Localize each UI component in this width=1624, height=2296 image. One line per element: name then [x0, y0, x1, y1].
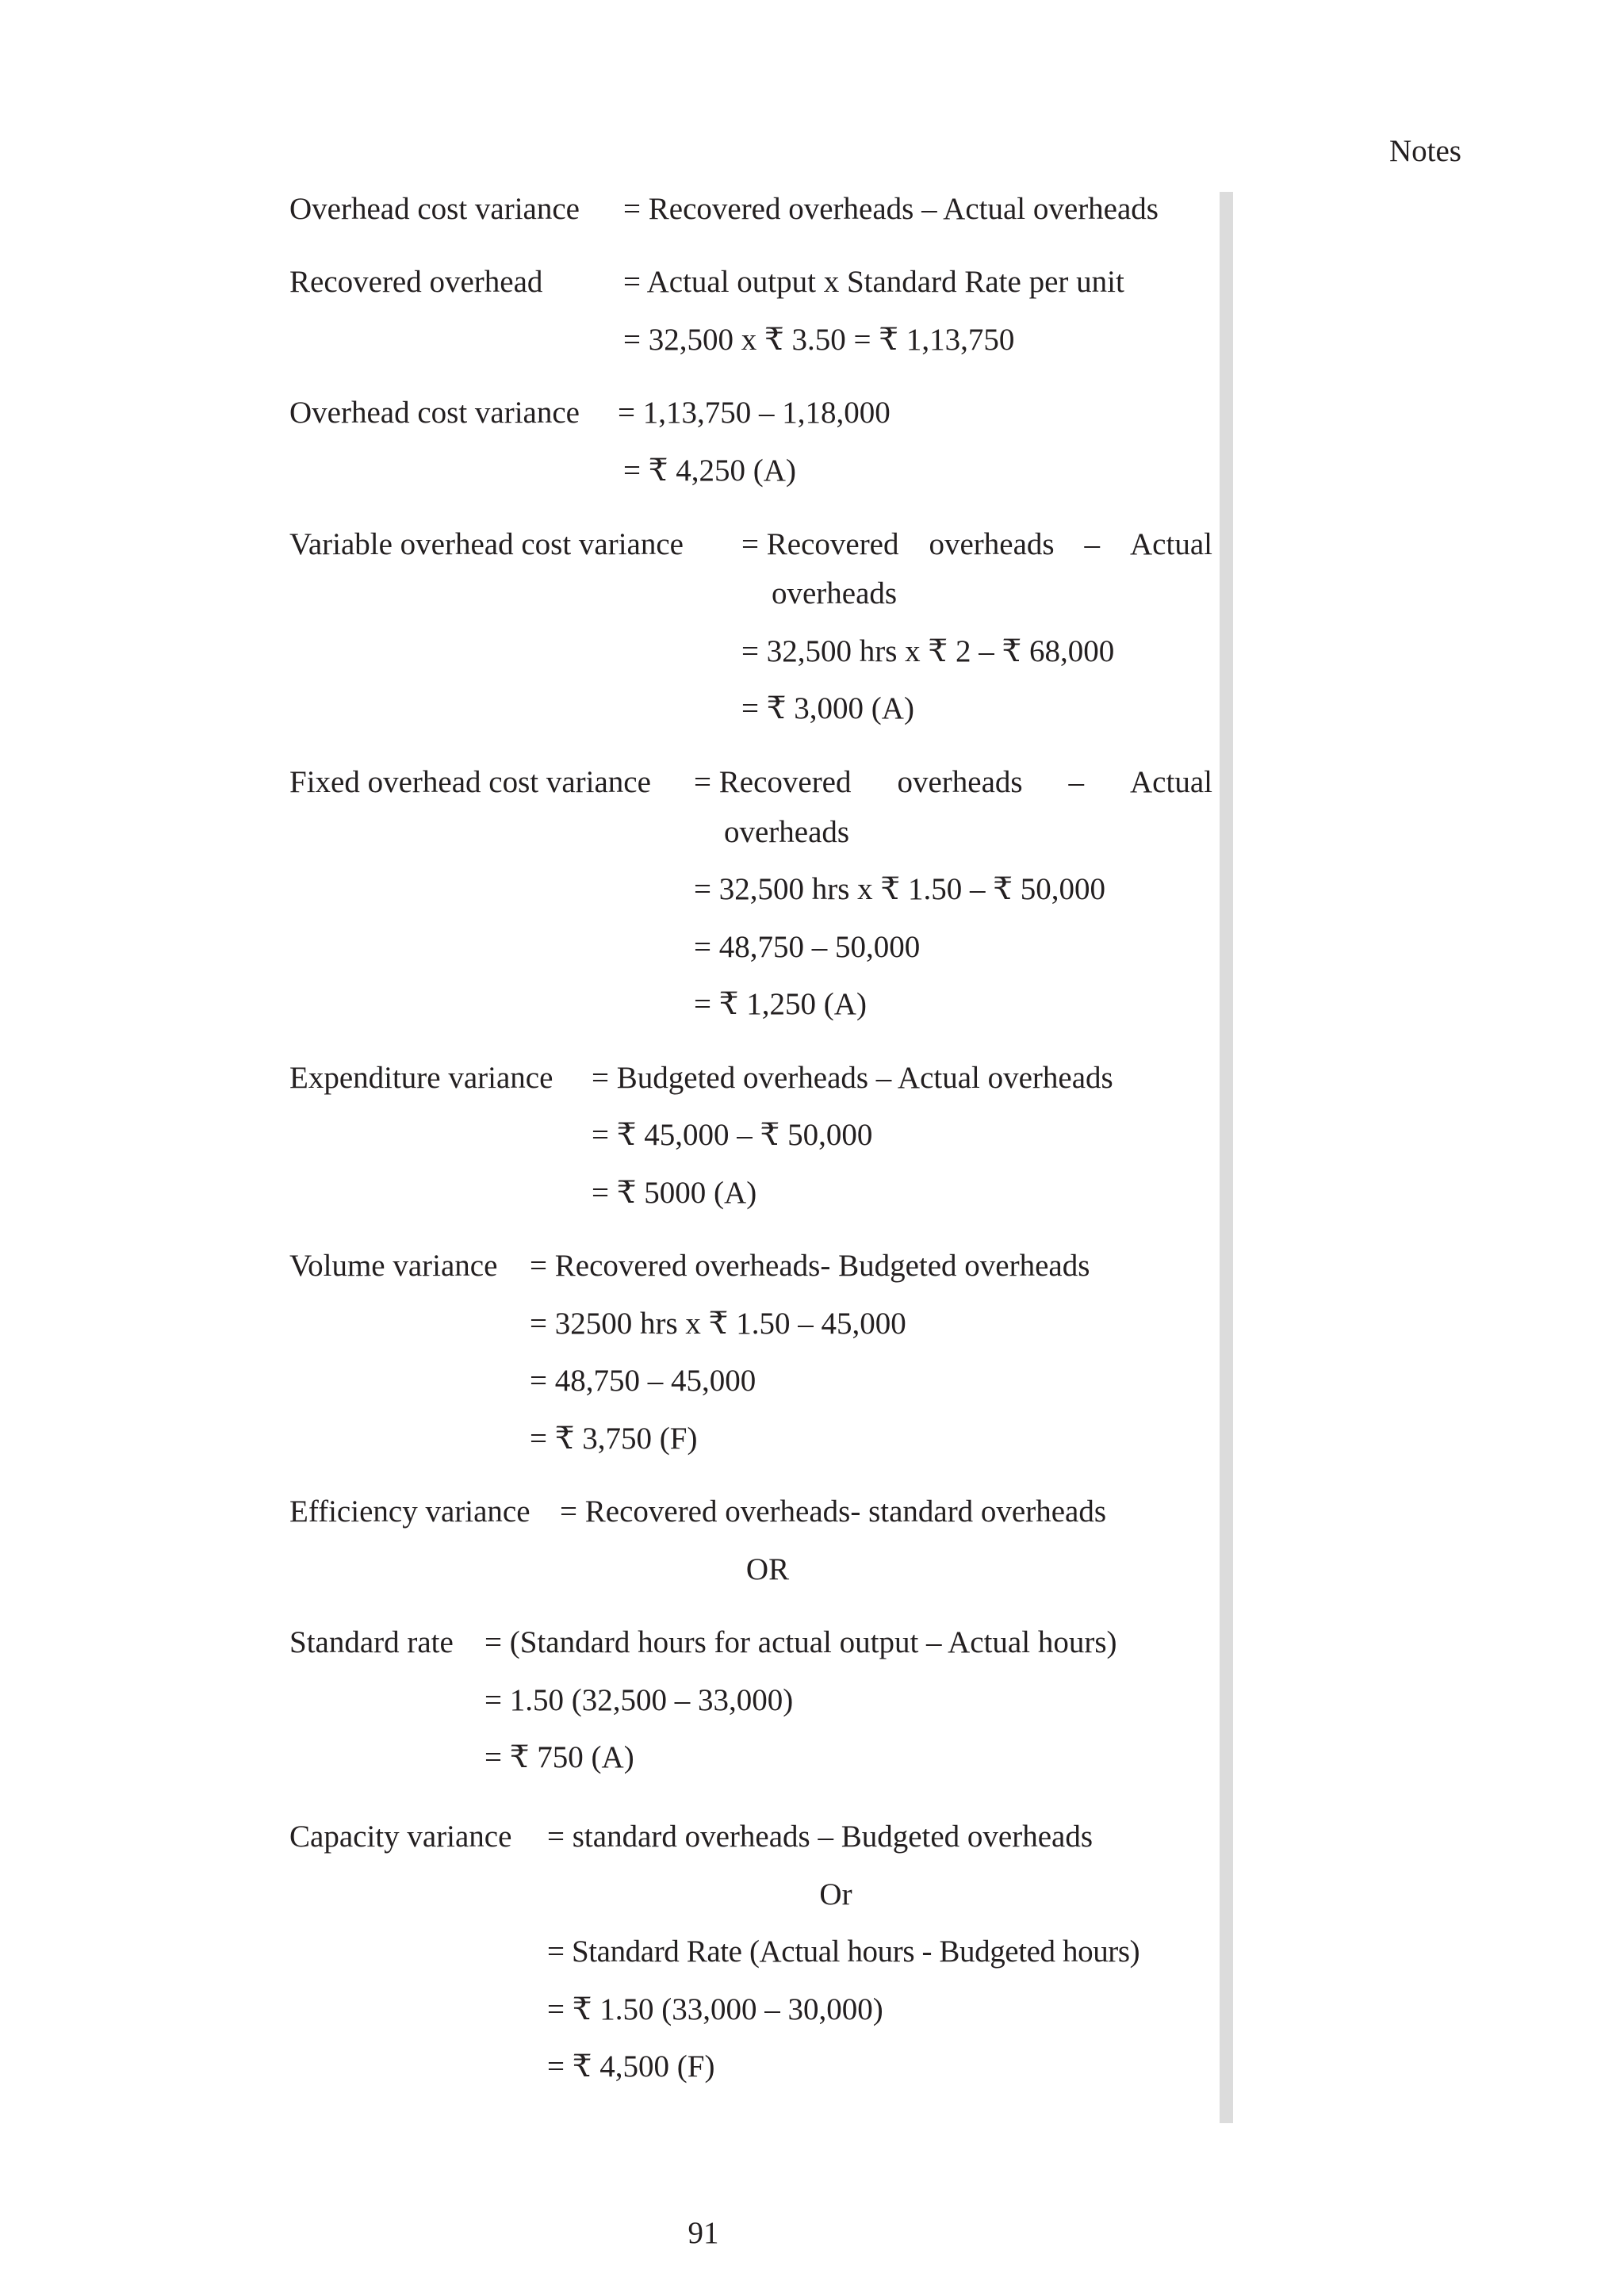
fixed-overhead-variance-calc-2: = 48,750 – 50,000	[694, 930, 921, 964]
fixed-overhead-variance-formula	[694, 767, 1212, 798]
volume-variance-calc: = 32500 hrs x ₹ 1.50 – 45,000	[530, 1307, 906, 1341]
formula-part: = Recovered	[694, 765, 852, 799]
overhead-cost-variance-result: = ₹ 4,250 (A)	[623, 453, 796, 488]
expenditure-variance-calc: = ₹ 45,000 – ₹ 50,000	[592, 1118, 873, 1152]
capacity-variance-label: Capacity variance	[289, 1820, 512, 1854]
expenditure-variance-label: Expenditure variance	[289, 1061, 553, 1095]
capacity-variance-result: = ₹ 4,500 (F)	[547, 2049, 715, 2084]
formula-part: overheads	[897, 765, 1023, 799]
variable-overhead-variance-result: = ₹ 3,000 (A)	[741, 691, 914, 725]
volume-variance-label: Volume variance	[289, 1249, 498, 1283]
volume-variance-calc-2: = 48,750 – 45,000	[530, 1364, 756, 1398]
formula-part: –	[1068, 765, 1085, 799]
standard-rate-label: Standard rate	[289, 1625, 454, 1659]
or-separator-2: Or	[819, 1877, 852, 1911]
efficiency-variance-formula: = Recovered overheads- standard overheads	[560, 1494, 1107, 1529]
volume-variance-result: = ₹ 3,750 (F)	[530, 1422, 698, 1456]
overhead-cost-variance-label: Overhead cost variance	[289, 192, 580, 226]
efficiency-variance-result: = ₹ 750 (A)	[485, 1740, 634, 1774]
variable-overhead-variance-formula-cont: overheads	[772, 576, 898, 610]
fixed-overhead-variance-calc: = 32,500 hrs x ₹ 1.50 – ₹ 50,000	[694, 872, 1106, 906]
formula-part: = Recovered	[741, 527, 899, 561]
recovered-overhead-label: Recovered overhead	[289, 265, 543, 299]
variable-overhead-variance-label: Variable overhead cost variance	[289, 527, 684, 561]
page-number: 91	[688, 2216, 719, 2250]
fixed-overhead-variance-label: Fixed overhead cost variance	[289, 765, 651, 799]
formula-part: overheads	[929, 527, 1055, 561]
or-separator: OR	[745, 1552, 790, 1586]
recovered-overhead-formula: = Actual output x Standard Rate per unit	[623, 265, 1124, 299]
formula-part: Actual	[1130, 765, 1212, 799]
fixed-overhead-variance-result: = ₹ 1,250 (A)	[694, 987, 867, 1021]
recovered-overhead-calculation: = 32,500 x ₹ 3.50 = ₹ 1,13,750	[623, 323, 1015, 357]
margin-side-bar	[1220, 192, 1233, 2123]
expenditure-variance-formula: = Budgeted overheads – Actual overheads	[592, 1061, 1113, 1095]
overhead-cost-variance-calc: = 1,13,750 – 1,18,000	[618, 396, 891, 430]
fixed-overhead-variance-formula-cont: overheads	[724, 815, 850, 849]
variable-overhead-variance-calc: = 32,500 hrs x ₹ 2 – ₹ 68,000	[741, 634, 1115, 668]
overhead-cost-variance-calc-label: Overhead cost variance	[289, 396, 580, 430]
efficiency-variance-label: Efficiency variance	[289, 1494, 530, 1529]
overhead-cost-variance-formula: = Recovered overheads – Actual overheads	[623, 192, 1159, 226]
capacity-variance-formula: = standard overheads – Budgeted overheads	[547, 1820, 1094, 1854]
expenditure-variance-result: = ₹ 5000 (A)	[592, 1176, 757, 1210]
formula-part: Actual	[1130, 527, 1212, 561]
standard-rate-calc: = 1.50 (32,500 – 33,000)	[485, 1683, 794, 1717]
variable-overhead-variance-formula	[741, 529, 1212, 560]
capacity-variance-calc: = ₹ 1.50 (33,000 – 30,000)	[547, 1992, 883, 2026]
standard-rate-formula: = (Standard hours for actual output – Actual hours)	[485, 1625, 1117, 1659]
capacity-variance-alt-formula: = Standard Rate (Actual hours - Budgeted hours)	[547, 1934, 1140, 1969]
formula-part: –	[1084, 527, 1101, 561]
volume-variance-formula: = Recovered overheads- Budgeted overheads	[530, 1249, 1090, 1283]
margin-notes-label: Notes	[1389, 134, 1461, 168]
